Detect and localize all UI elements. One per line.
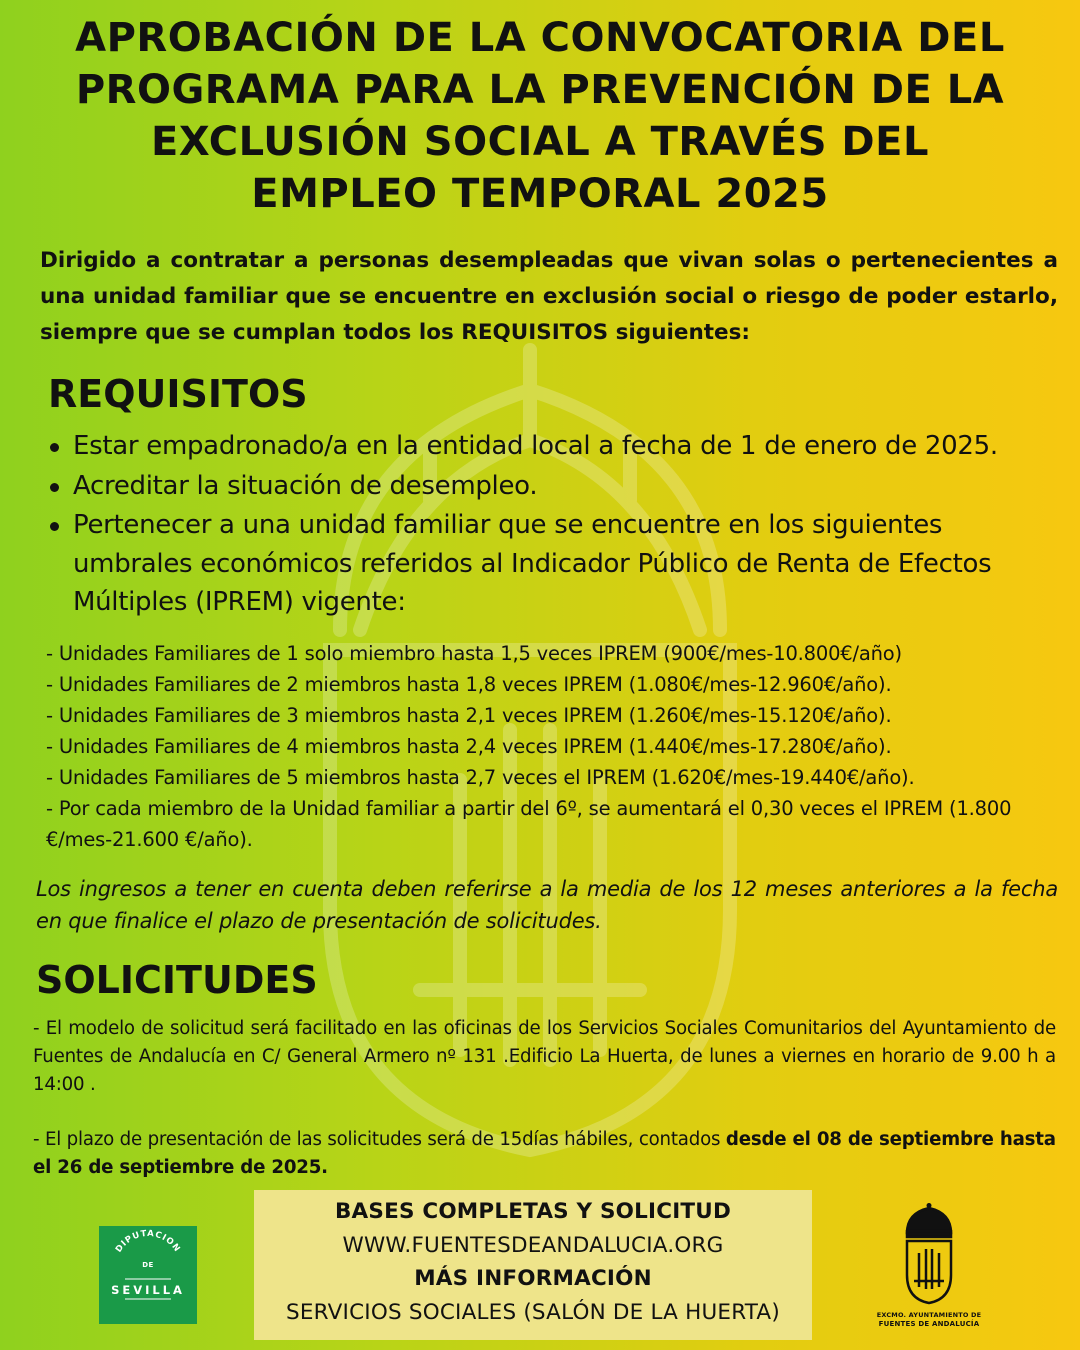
list-item — [48, 506, 1058, 622]
list-item — [48, 467, 1058, 506]
bullet-icon — [50, 522, 59, 531]
plazo-dates: desde el 08 de septiembre hasta el 26 de septiembre de 2025. — [33, 1129, 1056, 1178]
requisito-text: Acreditar la situación de desempleo. — [73, 470, 538, 501]
diputacion-arc-text: DIPUTACION — [113, 1228, 183, 1255]
title-line: PROGRAMA PARA LA PREVENCIÓN DE LA — [75, 67, 1005, 113]
requisito-text: Estar empadronado/a en la entidad local a fecha de 1 de enero de 2025. — [73, 431, 998, 461]
diputacion-logo — [99, 1226, 197, 1324]
bases-label: BASES COMPLETAS Y SOLICITUD — [334, 1199, 732, 1224]
solicitudes-heading: SOLICITUDES — [36, 958, 318, 1002]
umbral-item: - Unidades Familiares de 1 solo miembro hasta 1,5 veces IPREM (900€/mes-10.800€/año) — [46, 642, 902, 665]
page-title — [30, 12, 1050, 220]
solicitudes-paragraph: - El modelo de solicitud será facilitado en las oficinas de los Servicios Sociales Comunitarios del Ayuntamiento de Fuentes de Andalucía en C/ General Armero nº 131 .Edificio La Huerta, de lunes a viernes en horario de 9.00 h a 14:00 . — [33, 1018, 1056, 1095]
coat-of-arms-icon — [901, 1203, 957, 1307]
diputacion-de: DE — [142, 1261, 154, 1269]
intro-paragraph: Dirigido a contratar a personas desempleadas que vivan solas o pertenecientes a una unidad familiar que se encuentre en exclusión social o riesgo de poder estarlo, siempre que se cumplan todos los REQUISITOS siguientes: — [40, 248, 1058, 345]
diputacion-arc-icon — [99, 1226, 197, 1324]
title-line: EMPLEO TEMPORAL 2025 — [251, 171, 829, 217]
requisitos-list — [48, 427, 1058, 622]
requisitos-heading: REQUISITOS — [48, 372, 308, 416]
list-item — [48, 427, 1058, 466]
website-link[interactable]: WWW.FUENTESDEANDALUCIA.ORG — [342, 1232, 724, 1258]
diputacion-name: SEVILLA — [111, 1283, 185, 1297]
title-line: APROBACIÓN DE LA CONVOCATORIA DEL — [75, 15, 1005, 61]
ayuntamiento-logo — [868, 1203, 990, 1333]
plazo-text: - El plazo de presentación de las solicitudes será de 15días hábiles, contados — [33, 1129, 726, 1150]
bullet-icon — [50, 443, 59, 452]
umbral-item: - Por cada miembro de la Unidad familiar a partir del 6º, se aumentará el 0,30 veces el IPREM (1.800 €/mes-21.600 €/año). — [46, 797, 1012, 851]
mas-info-label: MÁS INFORMACIÓN — [414, 1266, 652, 1291]
umbrales-list — [46, 638, 1058, 855]
umbral-item: - Unidades Familiares de 4 miembros hasta 2,4 veces IPREM (1.440€/mes-17.280€/año). — [46, 735, 892, 758]
umbral-item: - Unidades Familiares de 3 miembros hasta 2,1 veces IPREM (1.260€/mes-15.120€/año). — [46, 704, 892, 727]
bullet-icon — [50, 483, 59, 492]
umbral-item: - Unidades Familiares de 2 miembros hasta 1,8 veces IPREM (1.080€/mes-12.960€/año). — [46, 673, 892, 696]
location-text: SERVICIOS SOCIALES (SALÓN DE LA HUERTA) — [286, 1299, 780, 1325]
info-box — [254, 1190, 812, 1340]
svg-text:DIPUTACION — [114, 1229, 182, 1255]
plazo-paragraph — [33, 1126, 1056, 1182]
ayuntamiento-line1: EXCMO. AYUNTAMIENTO DE — [876, 1311, 982, 1319]
title-line: EXCLUSIÓN SOCIAL A TRAVÉS DEL — [151, 119, 929, 165]
umbral-item: - Unidades Familiares de 5 miembros hasta 2,7 veces el IPREM (1.620€/mes-19.440€/año). — [46, 766, 915, 789]
requisito-text: Pertenecer a una unidad familiar que se encuentre en los siguientes umbrales económicos referidos al Indicador Público de Renta de Efectos Múltiples (IPREM) vigente: — [73, 510, 992, 617]
ingresos-note: Los ingresos a tener en cuenta deben referirse a la media de los 12 meses anteriores a la fecha en que finalice el plazo de presentación de solicitudes. — [36, 877, 1058, 933]
ayuntamiento-line2: FUENTES DE ANDALUCÍA — [878, 1320, 980, 1328]
